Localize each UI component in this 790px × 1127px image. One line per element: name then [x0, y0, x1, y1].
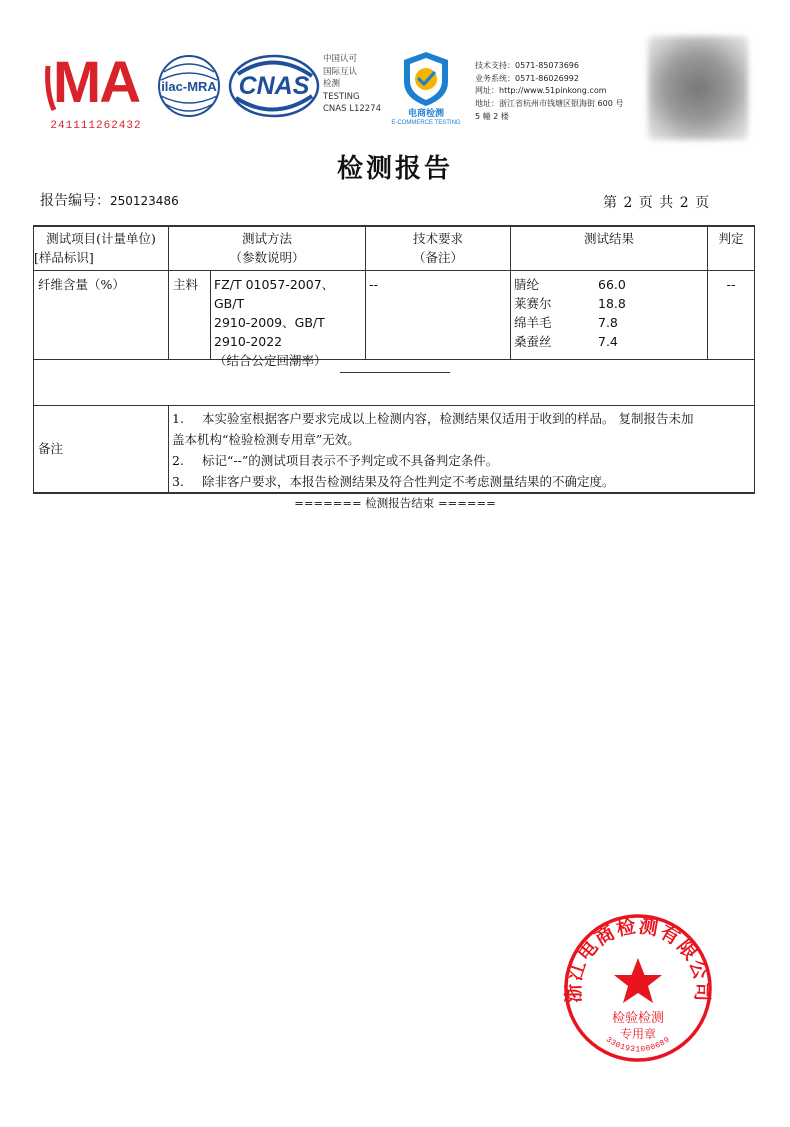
header-test-item-l2: [样品标识] [34, 250, 94, 265]
result-value: 7.4 [598, 334, 618, 349]
header-test-item-l1: 测试项目(计量单位) [46, 231, 156, 246]
remark-text: 盖本机构“检验检测专用章”无效。 [172, 432, 360, 447]
report-number-label: 报告编号： [40, 193, 110, 209]
ecom-logo-en: E-COMMERCE TESTING [391, 120, 461, 126]
qr-code-blurred [648, 36, 748, 140]
remark-text: 本实验室根据客户要求完成以上检测内容，检测结果仅适用于收到的样品。 复制报告未加 [202, 411, 694, 426]
remark-text: 标记“--”的测试项目表示不予判定或不具备判定条件。 [202, 453, 499, 468]
cnas-line: 检测 [323, 79, 341, 89]
cnas-logo-text: CNAS [238, 72, 310, 100]
row-sample-part: 主料 [173, 277, 199, 292]
cnas-accreditation-text [323, 53, 381, 116]
ecom-logo-cn: 电商检测 [407, 109, 445, 119]
row-test-item: 纤维含量（%） [38, 277, 125, 292]
seal-star-icon [614, 958, 662, 1003]
cma-logo [44, 52, 152, 132]
result-item [514, 275, 704, 294]
seal-center-line2: 专用章 [619, 1027, 657, 1041]
contact-phone-tech: 技术支持：0571-85073696 [475, 61, 579, 70]
empty-row-divider [340, 372, 450, 373]
header-requirement-l2: （备注） [412, 250, 463, 265]
report-title: 检测报告 [336, 154, 453, 184]
contact-address: 地址：浙江省杭州市钱塘区银海街 600 号 [475, 99, 624, 109]
remarks-list [172, 408, 752, 492]
result-fiber: 莱赛尔 [514, 296, 552, 311]
cnas-logo [228, 52, 320, 122]
result-value: 66.0 [598, 277, 626, 292]
cma-logo-text: MA [52, 52, 140, 115]
row-judgement: -- [726, 277, 736, 292]
remarks-label: 备注 [38, 441, 64, 456]
result-item [514, 294, 704, 313]
method-line: 2910-2009、GB/T [214, 315, 325, 330]
report-number [40, 190, 179, 210]
header-result: 测试结果 [583, 231, 634, 246]
contact-phone-business: 业务系统：0571-86026992 [475, 73, 579, 83]
header-judgement: 判定 [718, 231, 744, 246]
ecommerce-testing-logo [386, 48, 466, 126]
row-test-method [214, 275, 364, 370]
remark-number: 2. [172, 453, 184, 468]
report-end-marker: ======= 检测报告结束 ====== [294, 496, 496, 510]
cnas-line: 中国认可 [323, 54, 358, 64]
header-requirement [366, 229, 510, 267]
result-item [514, 332, 704, 351]
method-note: （结合公定回潮率） [214, 353, 327, 368]
row-requirement: -- [369, 277, 379, 292]
header-requirement-l1: 技术要求 [412, 231, 463, 246]
contact-address-cont: 5 幢 2 楼 [475, 111, 509, 121]
header-test-method-l2: （参数说明） [229, 250, 305, 265]
cnas-line: 国际互认 [323, 66, 358, 77]
header-test-method [169, 229, 365, 267]
result-fiber: 桑蚕丝 [514, 334, 552, 349]
result-fiber: 腈纶 [514, 277, 540, 292]
method-line: FZ/T 01057-2007、GB/T [214, 277, 335, 311]
ilac-logo-text: ilac-MRA [161, 79, 217, 94]
remark-item [172, 450, 752, 471]
remark-item [172, 408, 752, 429]
cnas-line: CNAS L12274 [323, 104, 381, 114]
header-test-item [34, 229, 168, 267]
cnas-line: TESTING [323, 91, 360, 102]
method-line: 2910-2022 [214, 334, 283, 349]
official-seal [562, 912, 714, 1064]
row-results [514, 275, 704, 351]
ilac-mra-logo [150, 52, 228, 122]
cma-number: 241111262432 [50, 120, 142, 132]
result-item [514, 313, 704, 332]
contact-info [475, 60, 640, 124]
remark-item [172, 471, 752, 492]
seal-center-line1: 检验检测 [611, 1011, 665, 1026]
header-test-method-l1: 测试方法 [241, 231, 292, 246]
page-info: 第 2 页 共 2 页 [603, 195, 711, 211]
result-value: 18.8 [598, 296, 626, 311]
result-fiber: 绵羊毛 [514, 315, 552, 330]
seal-ring-text: 浙江电商检测有限公司 [562, 915, 714, 1004]
contact-website: 网址：http://www.51pinkong.com [475, 86, 607, 96]
result-value: 7.8 [598, 315, 618, 330]
remark-text: 除非客户要求，本报告检测结果及符合性判定不考虑测量结果的不确定度。 [202, 474, 615, 489]
remark-number: 1. [172, 411, 184, 426]
report-number-value: 250123486 [110, 194, 179, 208]
remark-item [172, 429, 752, 450]
seal-number: 3301931000689 [604, 1035, 672, 1055]
remark-number: 3. [172, 474, 184, 489]
